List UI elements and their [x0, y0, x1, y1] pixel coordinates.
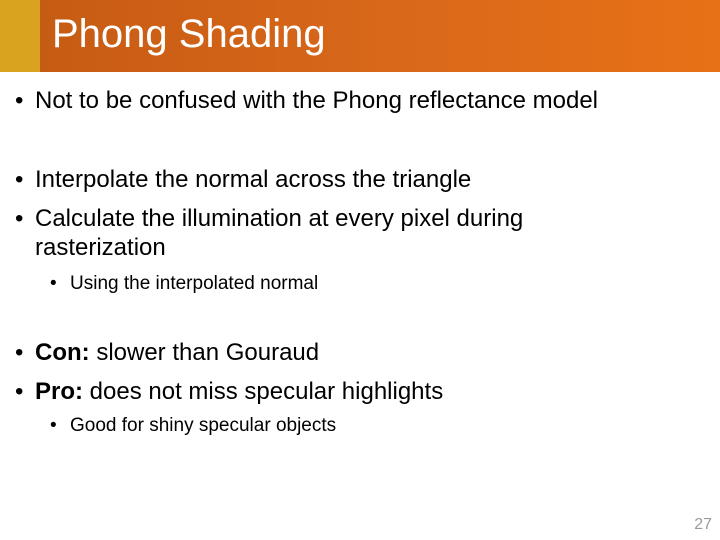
bullet-item	[15, 165, 471, 194]
bullet-marker: •	[15, 205, 24, 232]
bullet-marker: •	[15, 378, 24, 405]
bullet-text: slower than Gouraud	[89, 339, 320, 366]
sub-bullet-marker: •	[50, 415, 57, 436]
bullet-continuation: rasterization	[35, 234, 166, 261]
title-bar-accent	[0, 0, 40, 72]
sub-bullet-text: Good for shiny specular objects	[70, 415, 337, 436]
sub-bullet-item	[50, 272, 318, 295]
slide-title: Phong Shading	[52, 12, 326, 56]
bullet-marker: •	[15, 166, 24, 193]
bullet-label: Con:	[35, 339, 90, 366]
sub-bullet-item	[50, 414, 336, 437]
bullet-text: does not miss specular highlights	[83, 378, 444, 405]
title-bar	[0, 0, 720, 72]
bullet-label: Pro:	[35, 378, 83, 405]
bullet-item	[15, 377, 443, 406]
bullet-text: Not to be confused with the Phong reflectance model	[35, 87, 599, 114]
bullet-marker: •	[15, 339, 24, 366]
bullet-marker: •	[15, 87, 24, 114]
sub-bullet-marker: •	[50, 273, 57, 294]
bullet-text: Calculate the illumination at every pixel during	[35, 205, 524, 232]
sub-bullet-text: Using the interpolated normal	[70, 273, 319, 294]
bullet-item	[15, 86, 598, 115]
page-number: 27	[694, 516, 712, 533]
bullet-item	[15, 338, 319, 367]
bullet-item	[15, 204, 523, 262]
bullet-text: Interpolate the normal across the triangle	[35, 166, 472, 193]
